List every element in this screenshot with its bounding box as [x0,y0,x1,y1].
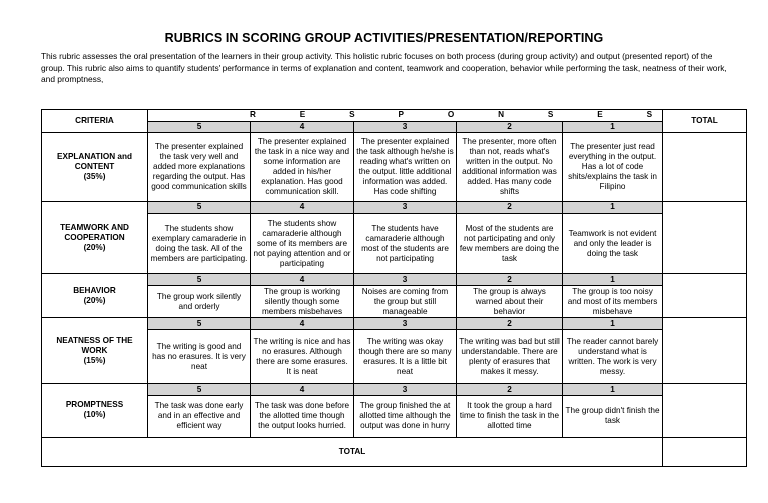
descriptor-cell: The group work silently and orderly [148,285,251,317]
criteria-header: CRITERIA [42,110,148,133]
score-label: 5 [148,318,251,330]
score-label: 3 [354,202,457,214]
score-label: 2 [457,202,563,214]
criteria-cell [42,274,148,318]
score-label: 1 [563,318,663,330]
score-row [42,274,747,286]
score-label: 2 [457,121,563,133]
descriptor-cell: The presenter, more often than not, reads what's written in the output. No additional information was added. Has many code shifts [457,133,563,202]
descriptor-cell: Teamwork is not evident and only the leader is doing the task [563,213,663,274]
descriptor-cell: The reader cannot barely understand what is written. The work is very messy. [563,329,663,383]
descriptor-cell: The presenter explained the task in a nice way and some information are added in his/her explanation. Has good communication skill. [251,133,354,202]
descriptor-cell: The presenter explained the task although he/she is reading what's written on the output. little additional information was added. Has code shifting [354,133,457,202]
criteria-line: WORK [81,345,108,355]
criteria-line: (35%) [83,172,106,182]
score-row [42,384,747,396]
rubric-row [42,133,747,202]
score-label: 5 [148,202,251,214]
rubric-row [42,285,747,317]
total-header: TOTAL [663,110,747,133]
criteria-line: (10%) [83,410,106,420]
total-cell [663,202,747,274]
total-cell [663,318,747,384]
criteria-line: (20%) [83,295,106,305]
descriptor-cell: The students have camaraderie although most of the students are not participating [354,213,457,274]
rubric-row [42,329,747,383]
descriptor-cell: The presenter just read everything in the output. Has a lot of code shits/explains the task in Filipino [563,133,663,202]
descriptor-cell: The group is too noisy and most of its members misbehave [563,285,663,317]
score-label: 5 [148,121,251,133]
score-label: 1 [563,384,663,396]
descriptor-cell: The writing was bad but still understandable. There are plenty of erasures that makes it messy. [457,329,563,383]
score-row [42,318,747,330]
score-label: 3 [354,274,457,286]
criteria-cell [42,384,148,437]
responses-letter: O [447,110,455,120]
descriptor-cell: The writing is nice and has no erasures. Although there are some erasures. It is neat [251,329,354,383]
criteria-line: (15%) [83,355,106,365]
descriptor-cell: The students show exemplary camaraderie in doing the task. All of the members are participating. [148,213,251,274]
total-footer-label: TOTAL [42,437,663,466]
descriptor-cell: The group finished the at allotted time although the output was done in hurry [354,395,457,437]
score-row [42,202,747,214]
total-cell [663,384,747,437]
responses-letter: S [349,110,355,120]
responses-letter: R [250,110,256,120]
score-header-row [42,121,747,133]
descriptor-cell: The group is always warned about their behavior [457,285,563,317]
score-label: 4 [251,202,354,214]
footer-row [42,437,747,466]
total-cell [663,274,747,318]
criteria-cell [42,318,148,384]
criteria-line: BEHAVIOR [73,285,116,295]
score-label: 4 [251,274,354,286]
descriptor-cell: The task was done early and in an effective and efficient way [148,395,251,437]
total-cell [663,133,747,202]
score-label: 4 [251,121,354,133]
descriptor-cell: The task was done before the allotted time though the output looks hurried. [251,395,354,437]
score-label: 2 [457,274,563,286]
score-label: 3 [354,318,457,330]
responses-letter: P [398,110,404,120]
score-label: 1 [563,274,663,286]
responses-letter: E [299,110,306,120]
score-label: 4 [251,384,354,396]
criteria-line: EXPLANATION and [57,152,132,162]
descriptor-cell: The presenter explained the task very well and added more explanations regarding the output. Has good communication skills [148,133,251,202]
descriptor-cell: The writing is good and has no erasures. It is very neat [148,329,251,383]
score-label: 5 [148,384,251,396]
score-label: 1 [563,202,663,214]
responses-letter: S [547,110,554,120]
descriptor-cell: Noises are coming from the group but still manageable [354,285,457,317]
criteria-line: (20%) [83,242,106,252]
score-label: 4 [251,318,354,330]
responses-letter: E [597,110,603,120]
criteria-line: NEATNESS OF THE [56,335,133,345]
rubric-row [42,395,747,437]
header-row [42,110,747,122]
criteria-line: CONTENT [74,162,115,172]
intro-paragraph: This rubric assesses the oral presentation of the learners in their group activity. This holistic rubric focuses on both process (during group activity) and output (presented report) of the group. This rubric also aims to quantify students' performance in terms of explanation and content, teamwork and cooperation, behavior while performing the task, neatness of their work, and promptness, [41,51,727,85]
responses-letter: N [498,110,504,120]
responses-letter: S [646,110,653,120]
descriptor-cell: Most of the students are not participating and only few members are doing the task [457,213,563,274]
descriptor-cell: The writing was okay though there are so many erasures. It is a little bit neat [354,329,457,383]
criteria-line: PROMPTNESS [65,400,124,410]
rubric-table [41,109,747,467]
score-label: 5 [148,274,251,286]
criteria-cell [42,202,148,274]
descriptor-cell: The group is working silently though some members misbehaves [251,285,354,317]
score-label: 2 [457,318,563,330]
score-label: 3 [354,121,457,133]
descriptor-cell: It took the group a hard time to finish the task in the allotted time [457,395,563,437]
criteria-cell [42,133,148,202]
responses-header [148,110,663,122]
score-label: 1 [563,121,663,133]
criteria-line: TEAMWORK AND [60,222,129,232]
rubric-row [42,213,747,274]
score-label: 3 [354,384,457,396]
grand-total-cell [663,437,747,466]
descriptor-cell: The group didn't finish the task [563,395,663,437]
descriptor-cell: The students show camaraderie although some of its members are not paying attention and or participating [251,213,354,274]
document-title: RUBRICS IN SCORING GROUP ACTIVITIES/PRESENTATION/REPORTING [164,31,604,45]
criteria-line: COOPERATION [64,232,125,242]
score-label: 2 [457,384,563,396]
